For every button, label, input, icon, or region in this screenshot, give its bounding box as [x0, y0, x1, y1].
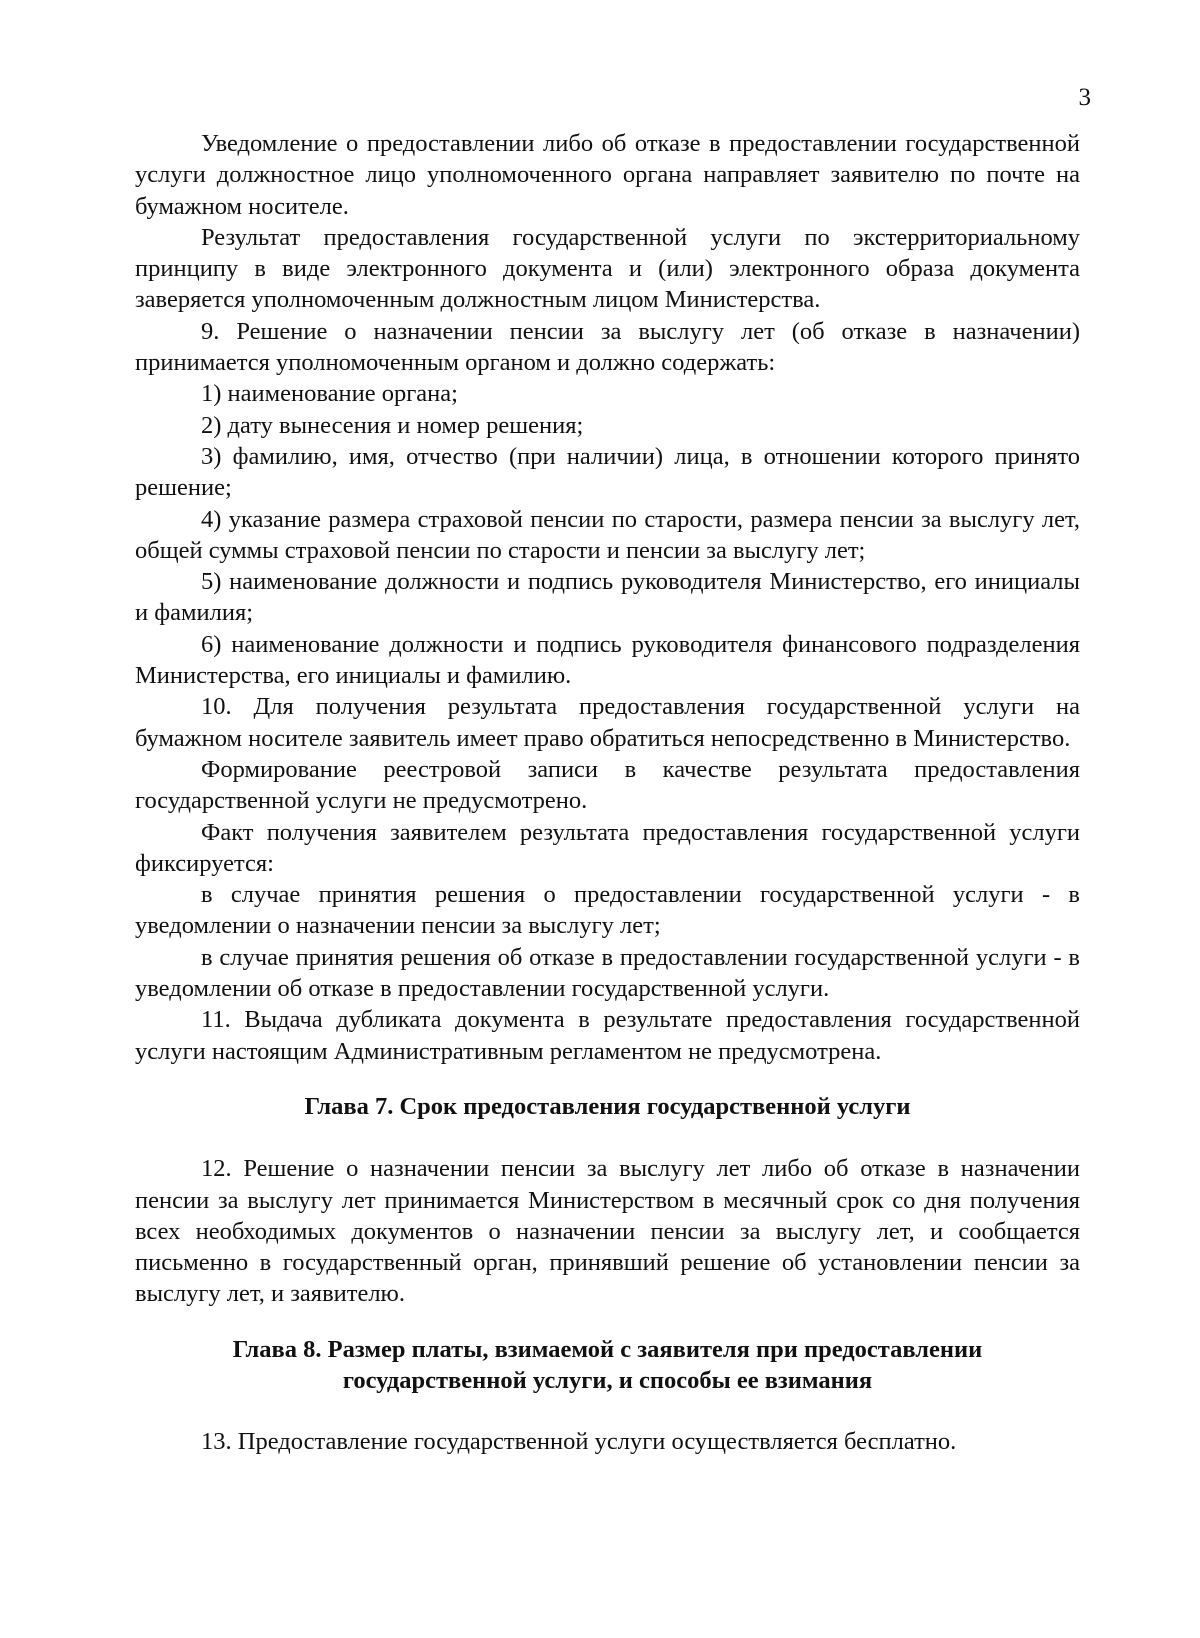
paragraph: в случае принятия решения о предоставлении государственной услуги - в уведомлении о назначении пенсии за выслугу лет;	[135, 881, 1080, 940]
list-item: 5) наименование должности и подпись руководителя Министерство, его инициалы и фамилия;	[135, 568, 1080, 627]
chapter-8-heading	[135, 1334, 1080, 1397]
list-item: 1) наименование органа;	[201, 380, 458, 408]
paragraph: 13. Предоставление государственной услуги осуществляется бесплатно.	[201, 1428, 957, 1456]
paragraph: 11. Выдача дубликата документа в результате предоставления государственной услуги настоящим Административным регламентом не предусмотрена.	[135, 1006, 1080, 1065]
paragraph: 12. Решение о назначении пенсии за выслугу лет либо об отказе в назначении пенсии за выслугу лет принимается Министерством в месячный срок со дня получения всех необходимых документов о назначении пенсии за выслугу лет, и сообщается письменно в государственный орган, принявший решение об установлении пенсии за выслугу лет, и заявителю.	[135, 1155, 1080, 1308]
paragraph: Результат предоставления государственной услуги по экстерриториальному принципу в виде электронного документа и (или) электронного образа документа заверяется уполномоченным должностным лицом Министерства.	[135, 223, 1080, 314]
chapter-8-heading-line-2: государственной услуги, и способы ее взимания	[342, 1366, 873, 1394]
paragraph: 10. Для получения результата предоставления государственной услуги на бумажном носителе заявитель имеет право обратиться непосредственно в Министерство.	[135, 693, 1080, 752]
paragraph: в случае принятия решения об отказе в предоставлении государственной услуги - в уведомлении об отказе в предоставлении государственной услуги.	[135, 943, 1080, 1003]
list-item: 6) наименование должности и подпись руководителя финансового подразделения Министерства, его инициалы и фамилию.	[135, 630, 1080, 690]
paragraph: Формирование реестровой записи в качестве результата предоставления государственной услуги не предусмотрено.	[135, 755, 1080, 815]
page-number: 3	[1078, 84, 1091, 111]
section-before-chapter-7	[135, 128, 1080, 1067]
paragraph: Уведомление о предоставлении либо об отказе в предоставлении государственной услуги должностное лицо уполномоченного органа направляет заявителю по почте на бумажном носителе.	[135, 130, 1080, 220]
section-chapter-8	[135, 1426, 1080, 1457]
list-item: 3) фамилию, имя, отчество (при наличии) лица, в отношении которого принято решение;	[135, 442, 1080, 502]
chapter-7-heading: Глава 7. Срок предоставления государственной услуги	[304, 1092, 911, 1120]
paragraph: 9. Решение о назначении пенсии за выслугу лет (об отказе в назначении) принимается уполномоченным органом и должно содержать:	[135, 317, 1080, 377]
list-item: 2) дату вынесения и номер решения;	[201, 411, 584, 439]
section-chapter-7	[135, 1153, 1080, 1309]
chapter-8-heading-line-1: Глава 8. Размер платы, взимаемой с заявителя при предоставлении	[232, 1335, 983, 1363]
paragraph: Факт получения заявителем результата предоставления государственной услуги фиксируется:	[135, 818, 1080, 877]
document-body	[135, 128, 1080, 1458]
list-item: 4) указание размера страховой пенсии по старости, размера пенсии за выслугу лет, общей суммы страховой пенсии по старости и пенсии за выслугу лет;	[135, 505, 1080, 564]
